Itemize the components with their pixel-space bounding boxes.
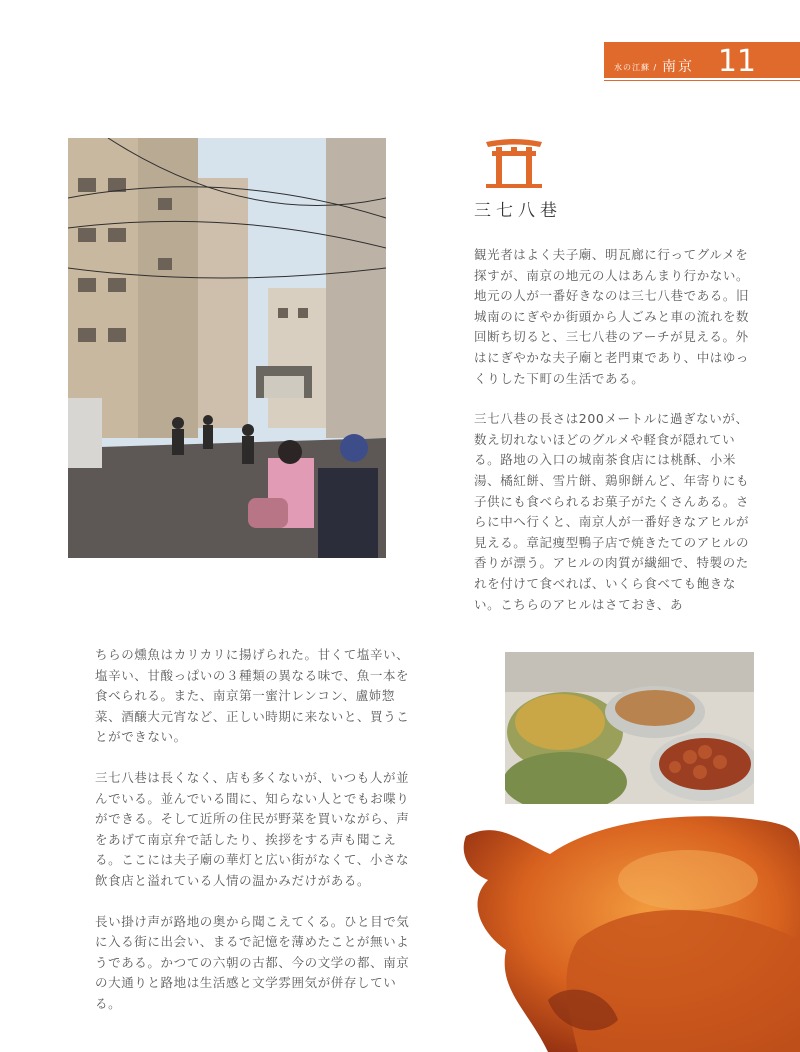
alley-street-photo xyxy=(68,138,386,558)
paragraph: 観光者はよく夫子廟、明瓦廊に行ってグルメを探すが、南京の地元の人はあんまり行かない。地元の人が一番好きなのは三七八巷である。旧城南のにぎやか街頭から人ごみと車の流れを数回断ち切ると、三七八巷のアーチが見える。外はにぎやかな夫子廟と老門東であり、中はゆっくりした下町の生活である。 xyxy=(474,247,750,386)
city-name: 南京 xyxy=(662,59,694,75)
left-text-column xyxy=(95,645,417,1035)
section-title: 三七八巷 xyxy=(474,201,562,221)
page-header-tab xyxy=(604,42,800,78)
header-divider xyxy=(604,80,800,81)
roast-duck-image xyxy=(458,790,800,1052)
street-food-photo xyxy=(505,652,754,804)
paragraph: 長い掛け声が路地の奥から聞こえてくる。ひと目で気に入る街に出会い、まるで記憶を薄めたことが無いようである。かつての六朝の古都、今の文学の都、南京の大通りと路地は生活感と文学雰囲気が併存している。 xyxy=(95,913,410,1011)
paragraph: 三七八巷の長さは200メートルに過ぎないが、数え切れないほどのグルメや軽食が隠れている。路地の入口の城南茶食店には桃酥、小米湯、橘紅餅、雪片餅、鶏卵餅んど、年寄りにも子供にも食べられるお菓子がたくさんある。さらに中へ行くと、南京人が一番好きなアヒルが見える。章記痩型鴨子店で焼きたてのアヒルの香りが漂う。アヒルの肉質が繊細で、特製のたれを付けて食べれば、いくら食べても飽きない。こちらのアヒルはさておき、あ xyxy=(474,411,750,612)
torii-gate-icon xyxy=(484,136,544,188)
page-number: 11 xyxy=(717,44,756,79)
series-name: 水の江蘇 / xyxy=(614,63,658,72)
paragraph: 三七八巷は長くなく、店も多くないが、いつも人が並んでいる。並んでいる間に、知らない人とでもお喋りができる。そして近所の住民が野菜を買いながら、声をあげて南京弁で話したり、挨拶をする声も聞こえる。ここには夫子廟の華灯と広い街がなくて、小さな飲食店と溢れている人情の温かみだけがある。 xyxy=(95,769,410,888)
right-text-column xyxy=(474,245,754,635)
paragraph: ちらの燻魚はカリカリに揚げられた。甘くて塩辛い、塩辛い、甘酸っぱいの３種類の異なる味で、魚一本を食べられる。また、南京第一蜜汁レンコン、盧姉惣菜、酒醸大元宵など、正しい時期に来ないと、買うことができない。 xyxy=(95,647,410,745)
